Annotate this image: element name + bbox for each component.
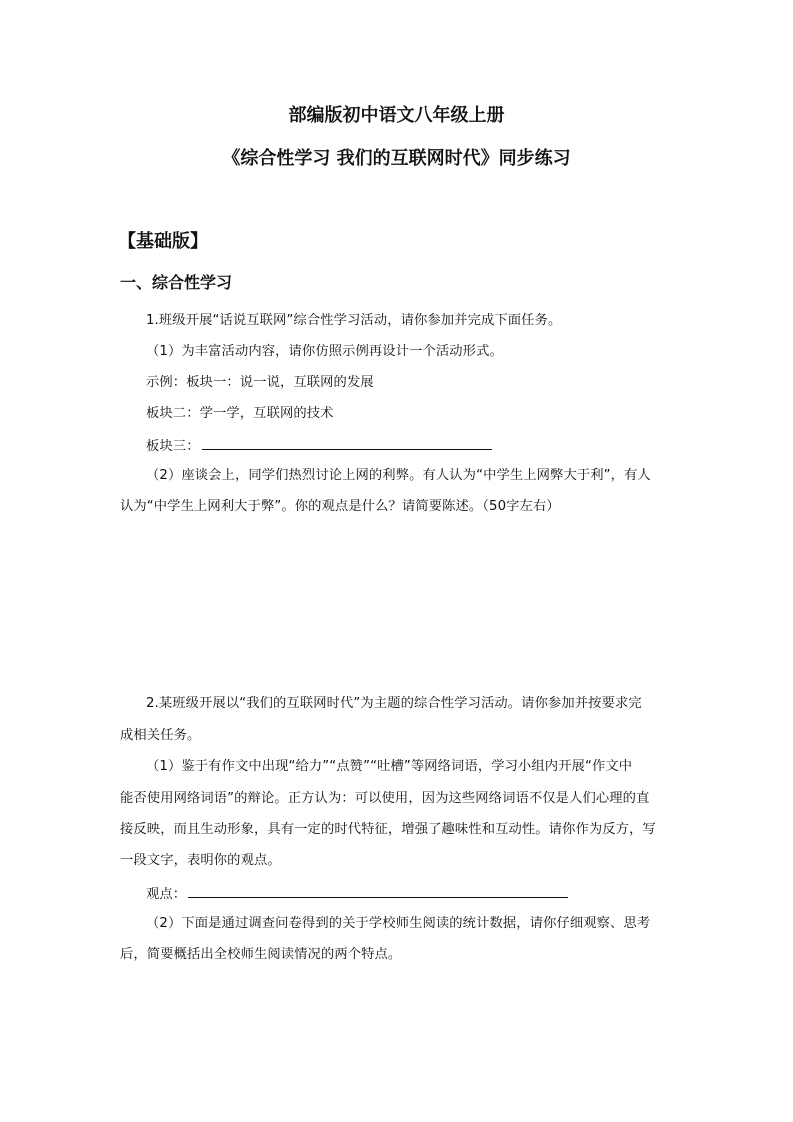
q2-viewpoint-answer-blank[interactable] — [188, 883, 568, 898]
q1-block3-answer-blank[interactable] — [202, 435, 492, 450]
q2-sub1-line3: 接反映，而且生动形象，具有一定的时代特征，增强了趣味性和互动性。请你作为反方，写 — [120, 822, 656, 837]
q2-stem-line1: 2.某班级开展以“我们的互联网时代”为主题的综合性学习活动。请你参加并按要求完 — [146, 696, 642, 711]
document-title-grade: 部编版初中语文八年级上册 — [288, 105, 505, 126]
q1-block3-row — [146, 435, 492, 457]
q1-block2: 板块二：学一学，互联网的技术 — [146, 406, 334, 421]
q1-sub2-line2: 认为“中学生上网利大于弊”。你的观点是什么？请简要陈述。（50字左右） — [120, 499, 560, 514]
document-title-lesson: 《综合性学习 我们的互联网时代》同步练习 — [222, 148, 571, 169]
q2-sub1-line2: 能否使用网络词语”的辩论。正方认为：可以使用，因为这些网络词语不仅是人们心理的直 — [120, 791, 650, 806]
q2-sub2-line1: （2）下面是通过调查问卷得到的关于学校师生阅读的统计数据，请你仔细观察、思考 — [146, 916, 651, 931]
q2-viewpoint-row — [146, 883, 568, 905]
level-heading: 【基础版】 — [118, 231, 208, 252]
q1-block3-label: 板块三： — [146, 439, 200, 454]
q2-sub2-line2: 后，简要概括出全校师生阅读情况的两个特点。 — [120, 947, 402, 962]
q1-example: 示例：板块一：说一说，互联网的发展 — [146, 375, 374, 390]
q1-stem: 1.班级开展“话说互联网”综合性学习活动，请你参加并完成下面任务。 — [146, 313, 562, 328]
section-heading: 一、综合性学习 — [120, 273, 233, 292]
q2-sub1-line1: （1）鉴于有作文中出现“给力”“点赞”“吐槽”等网络词语，学习小组内开展“作文中 — [146, 759, 633, 774]
q2-sub1-line4: 一段文字，表明你的观点。 — [120, 853, 281, 868]
q1-sub2-line1: （2）座谈会上，同学们热烈讨论上网的利弊。有人认为“中学生上网弊大于利”，有人 — [146, 468, 651, 483]
q1-sub1: （1）为丰富活动内容，请你仿照示例再设计一个活动形式。 — [146, 344, 503, 359]
q2-viewpoint-label: 观点： — [146, 887, 187, 902]
q2-stem-line2: 成相关任务。 — [120, 728, 201, 743]
